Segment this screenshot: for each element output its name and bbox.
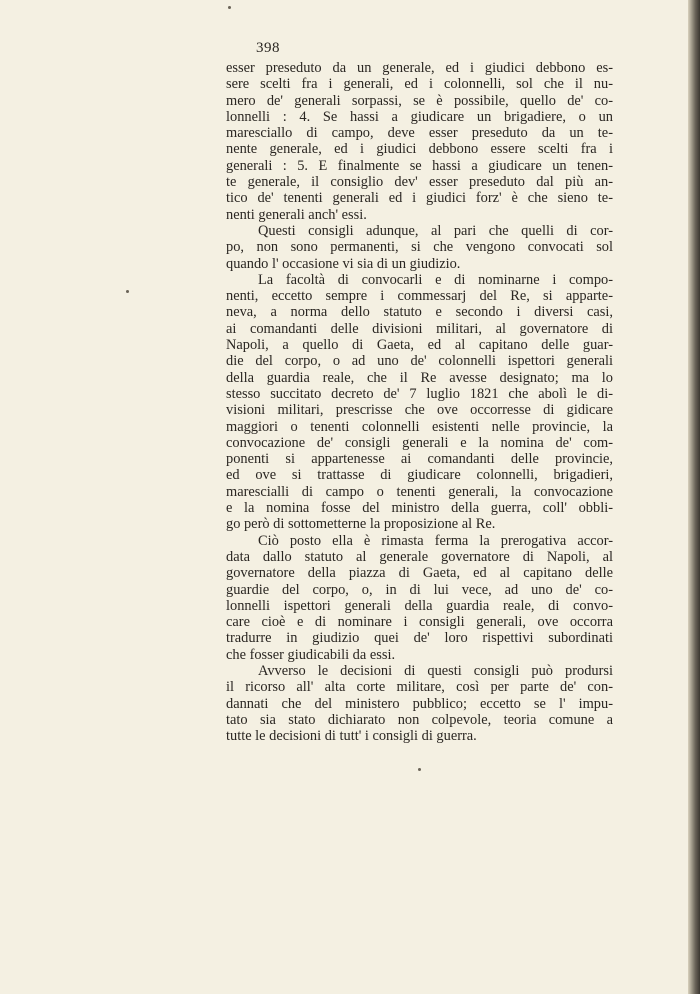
text-line: ponenti si appartenesse ai comandanti delle provincie,: [226, 451, 613, 468]
text-line: tutte le decisioni di tutt' i consigli di guerra.: [226, 728, 477, 745]
speck: [418, 768, 421, 771]
speck: [228, 6, 231, 9]
paragraph: [226, 60, 613, 223]
text-line: esser preseduto da un generale, ed i giudici debbono es-: [226, 60, 613, 76]
text-line: ai comandanti delle divisioni militari, al governatore di: [226, 320, 613, 337]
text-line: stesso succitato decreto de' 7 luglio 1821 che abolì le di-: [226, 385, 613, 402]
text-line: La facoltà di convocarli e di nominarne i compo-: [258, 271, 613, 288]
text-line: Avverso le decisioni di questi consigli può prodursi: [258, 662, 613, 679]
text-line: nenti, eccetto sempre i commessarj del Re, si apparte-: [226, 288, 613, 305]
text-line: tato sia stato dichiarato non colpevole, teoria comune a: [226, 711, 613, 728]
text-line: guardie del corpo, o, in di lui vece, ad uno de' co-: [226, 581, 613, 598]
text-line: Ciò posto ella è rimasta ferma la prerogativa accor-: [258, 532, 613, 549]
paragraph: [226, 272, 613, 533]
text-line: tico de' tenenti generali ed i giudici forz' è che sieno te-: [226, 190, 613, 207]
page-number: 398: [256, 40, 280, 56]
text-line: dannati che del ministero pubblico; eccetto se l' impu-: [226, 695, 613, 712]
body-text: [226, 60, 613, 744]
speck: [126, 290, 129, 293]
text-line: e la nomina fosse del ministro della guerra, coll' obbli-: [226, 500, 613, 517]
text-line: sere scelti fra i generali, ed i colonnelli, sol che il nu-: [226, 76, 613, 93]
text-line: Questi consigli adunque, al pari che quelli di cor-: [258, 222, 613, 239]
text-line: governatore della piazza di Gaeta, ed al capitano delle: [226, 565, 613, 582]
text-line: nente generale, ed i giudici debbono essere scelti fra i: [226, 141, 613, 158]
text-line: della guardia reale, che il Re avesse designato; ma lo: [226, 369, 613, 386]
text-line: quando l' occasione vi sia di un giudizio.: [226, 255, 461, 272]
paragraph: [226, 533, 613, 663]
text-line: generali : 5. E finalmente se hassi a giudicare un tenen-: [226, 157, 613, 174]
text-line: maresciallo di campo, deve esser preseduto da un te-: [226, 125, 613, 142]
text-line: convocazione de' consigli generali e la nomina de' com-: [226, 434, 613, 451]
page-edge: [688, 0, 700, 994]
text-line: te generale, il consiglio dev' esser preseduto dal più an-: [226, 174, 613, 191]
text-line: go però di sottometterne la proposizione al Re.: [226, 516, 496, 533]
text-line: care cioè e di nominare i consigli generali, ove occorra: [226, 614, 613, 631]
text-line: maggiori o tenenti colonnelli esistenti nelle provincie, la: [226, 418, 613, 435]
paragraph: [226, 223, 613, 272]
text-line: neva, a norma dello statuto e secondo i diversi casi,: [226, 304, 613, 321]
text-line: marescialli di campo o tenenti generali, la convocazione: [226, 483, 613, 500]
text-line: mero de' generali sorpassi, se è possibile, quello de' co-: [226, 92, 613, 109]
text-line: Napoli, a quello di Gaeta, ed al capitano delle guar-: [226, 337, 613, 354]
text-line: il ricorso all' alta corte militare, così per parte de' con-: [226, 679, 613, 696]
text-line: lonnelli ispettori generali della guardia reale, di convo-: [226, 597, 613, 614]
text-line: po, non sono permanenti, si che vengono convocati sol: [226, 239, 613, 256]
text-line: tradurre in giudizio quei de' loro rispettivi subordinati: [226, 630, 613, 647]
text-line: ed ove si trattasse di giudicare colonnelli, brigadieri,: [226, 467, 613, 484]
text-line: lonnelli : 4. Se hassi a giudicare un brigadiere, o un: [226, 108, 613, 125]
paragraph: [226, 663, 613, 744]
text-line: data dallo statuto al generale governatore di Napoli, al: [226, 548, 613, 565]
text-line: nenti generali anch' essi.: [226, 206, 367, 223]
text-line: visioni militari, prescrisse che ove occorresse di gidicare: [226, 402, 613, 419]
text-line: che fosser giudicabili da essi.: [226, 646, 396, 663]
text-line: die del corpo, o ad uno de' colonnelli ispettori generali: [226, 353, 613, 370]
